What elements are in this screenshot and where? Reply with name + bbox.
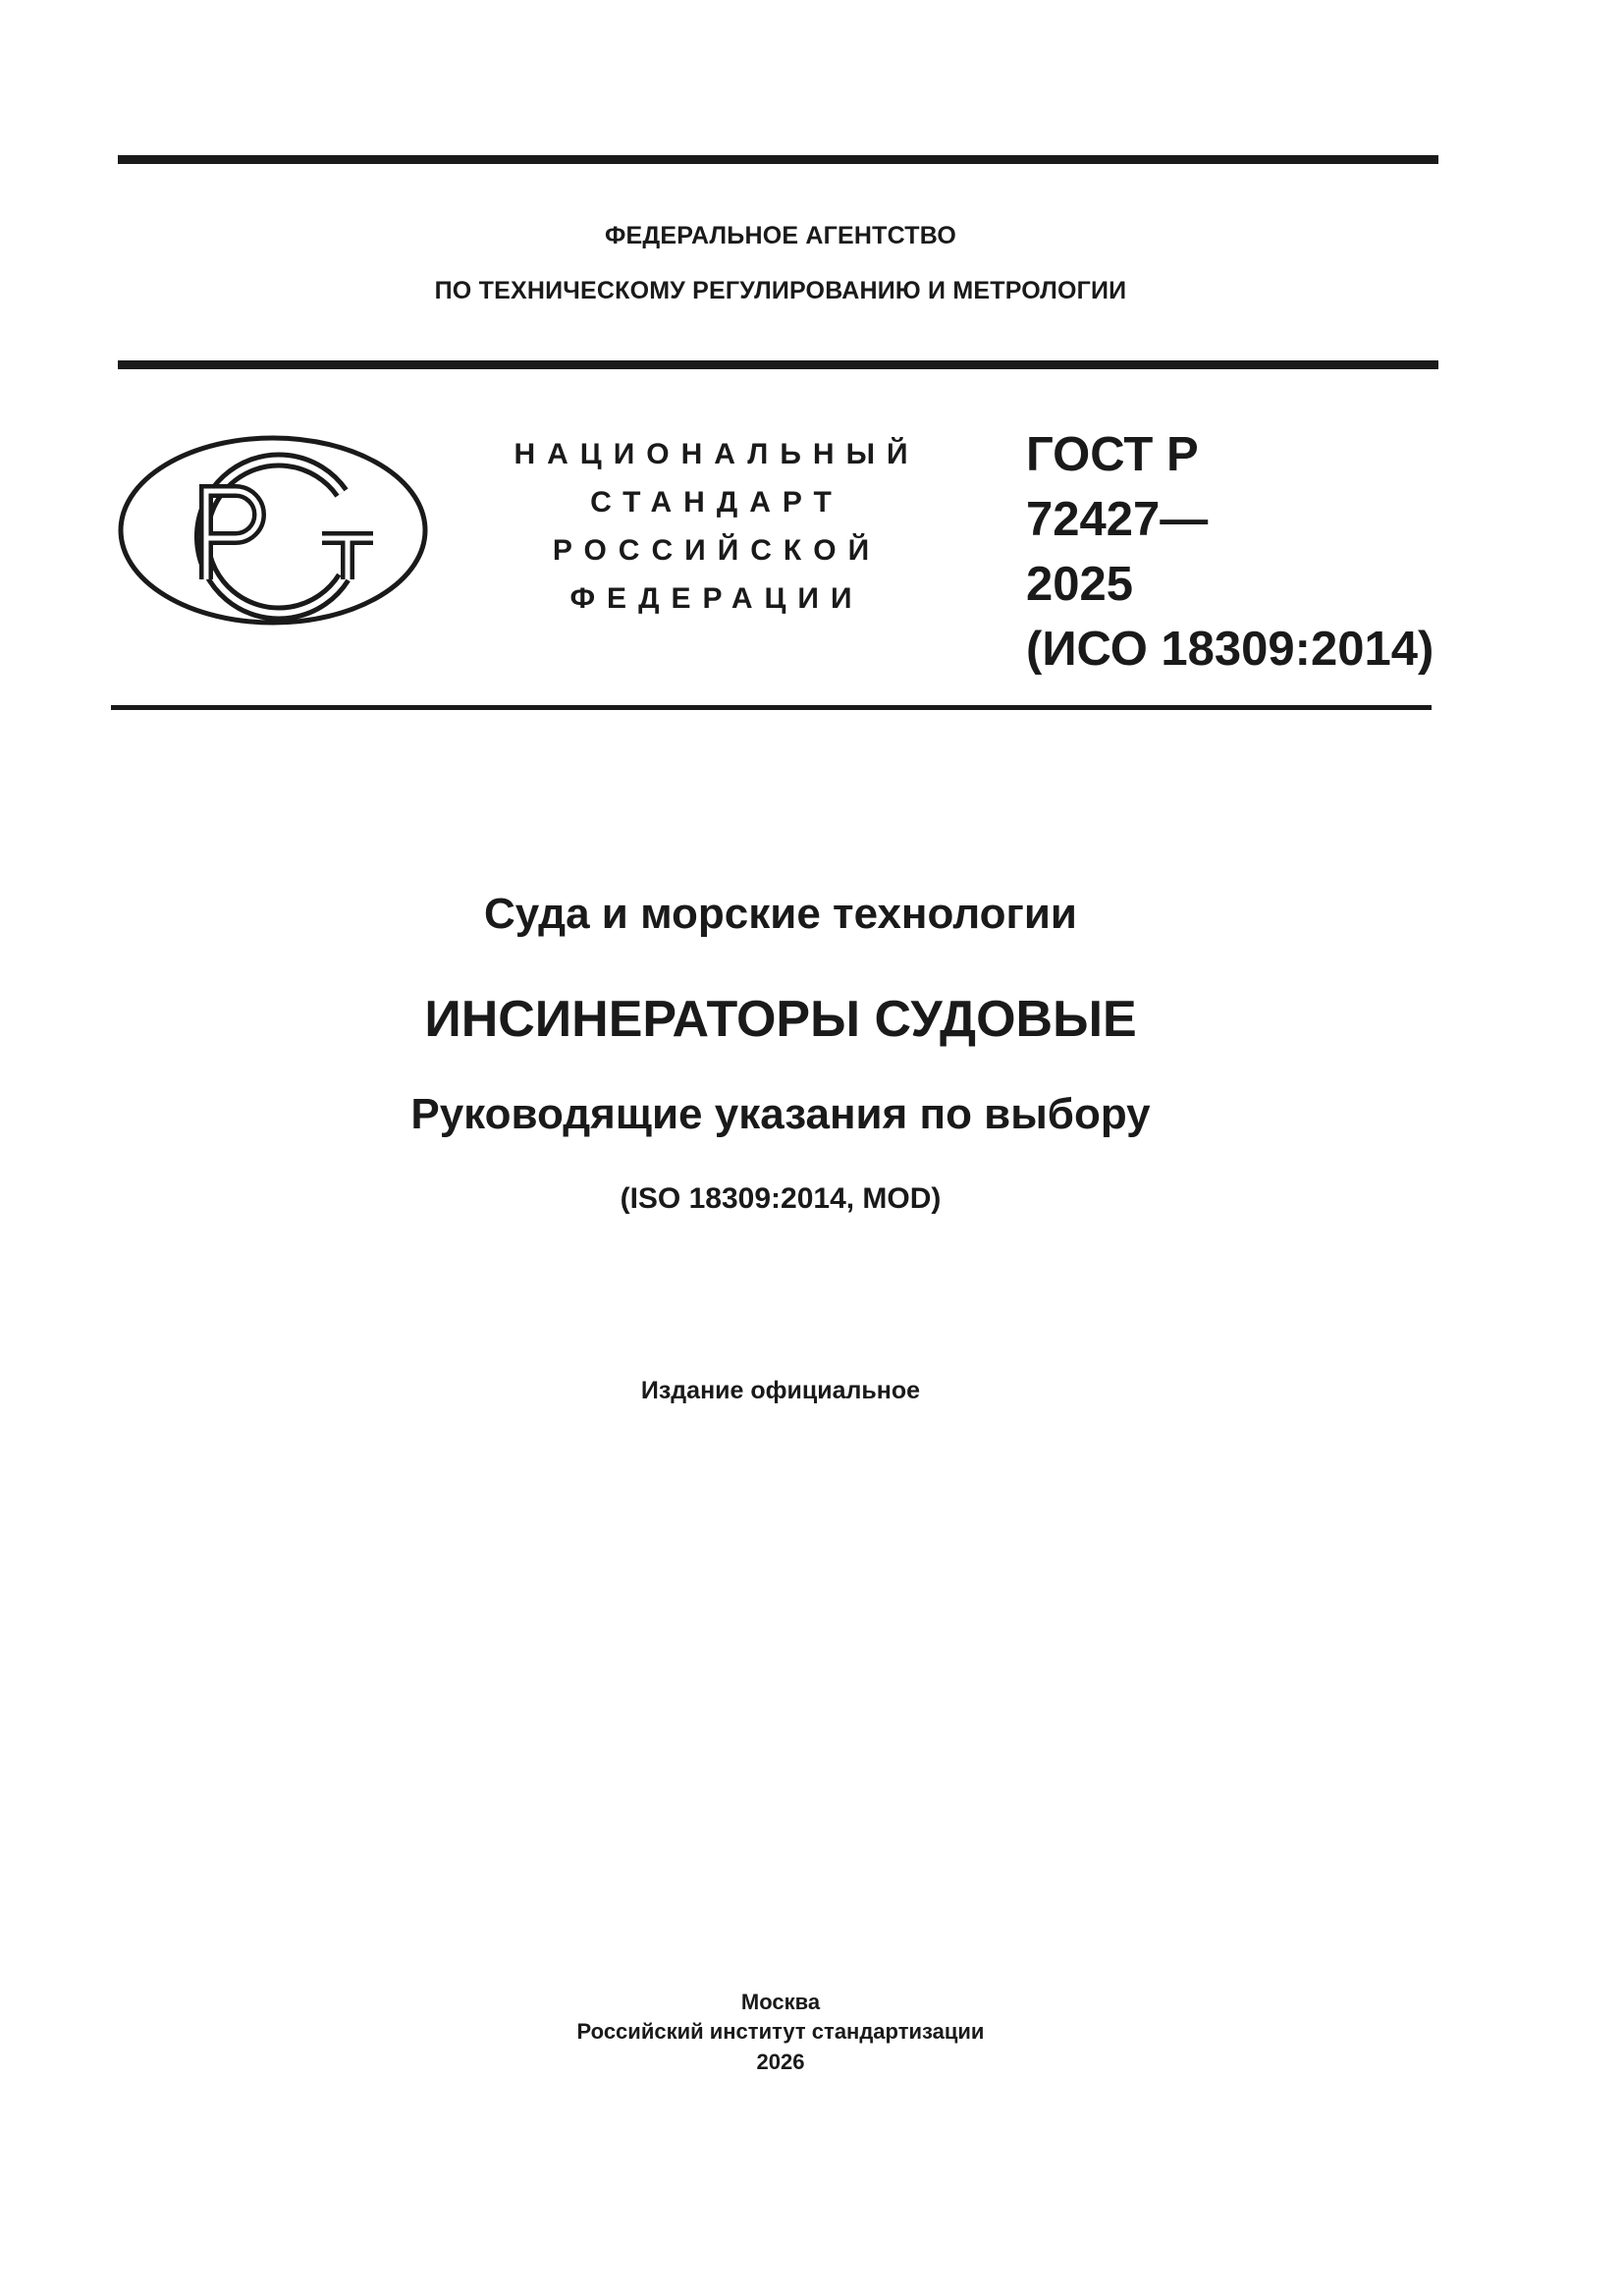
edition-label: Издание официальное xyxy=(640,1377,921,1404)
top-rule xyxy=(118,155,1438,164)
gost-line-2: 72427— xyxy=(1026,493,1209,546)
gost-line-1: ГОСТ Р xyxy=(1026,428,1199,481)
agency-line-1: ФЕДЕРАЛЬНОЕ АГЕНТСТВО xyxy=(605,222,956,249)
footer-year: 2026 xyxy=(756,2050,805,2074)
title-group: Суда и морские технологии xyxy=(484,890,1077,938)
national-standard-block xyxy=(511,430,923,623)
title-main: ИНСИНЕРАТОРЫ СУДОВЫЕ xyxy=(424,991,1137,1048)
national-line-3: РОССИЙСКОЙ xyxy=(552,534,882,567)
national-line-1: НАЦИОНАЛЬНЫЙ xyxy=(514,438,920,470)
footer-city: Москва xyxy=(740,1990,821,2014)
rst-certification-mark-icon xyxy=(116,432,430,629)
gost-designation xyxy=(1026,422,1434,682)
national-line-2: СТАНДАРТ xyxy=(590,486,843,519)
title-sub: Руководящие указания по выбору xyxy=(410,1090,1151,1138)
national-line-4: ФЕДЕРАЦИИ xyxy=(569,582,864,615)
designation-rule xyxy=(111,705,1432,710)
footer-publisher: Российский институт стандартизации xyxy=(576,2019,985,2044)
header-rule xyxy=(118,360,1438,369)
gost-line-3: 2025 xyxy=(1026,558,1134,611)
agency-line-2: ПО ТЕХНИЧЕСКОМУ РЕГУЛИРОВАНИЮ И МЕТРОЛОГИИ xyxy=(434,277,1127,304)
title-reference: (ISO 18309:2014, MOD) xyxy=(620,1182,942,1215)
gost-line-4: (ИСО 18309:2014) xyxy=(1026,623,1434,676)
rst-logo xyxy=(116,432,430,629)
